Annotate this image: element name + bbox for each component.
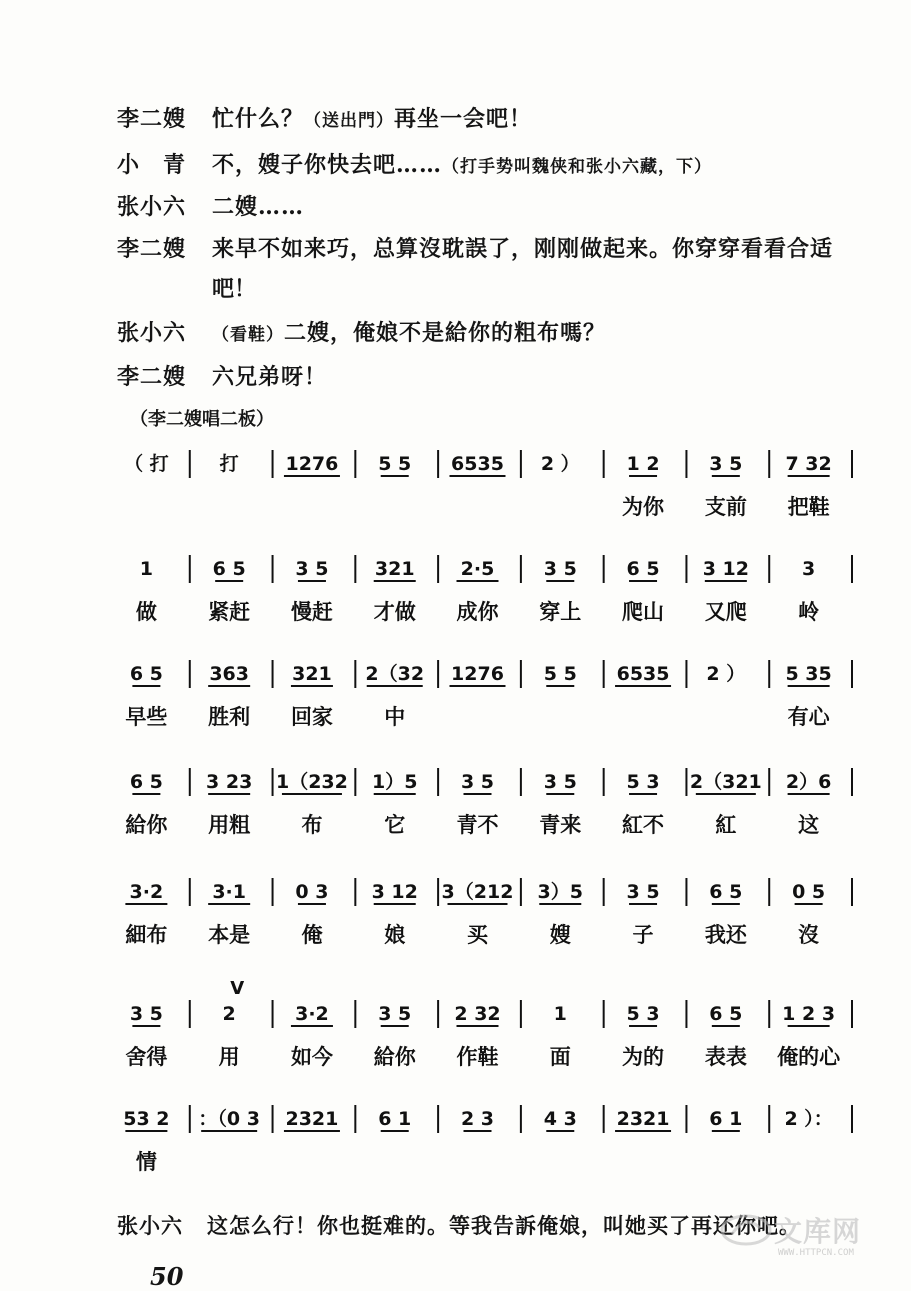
lyric: 用粗 <box>208 813 251 837</box>
note-group: 0 3 <box>295 881 329 903</box>
note-group: 5 5 <box>543 663 577 685</box>
lyric: 早些 <box>125 705 168 729</box>
note-group: 3 12 <box>371 881 418 903</box>
lyric: 表表 <box>704 1045 747 1069</box>
note-group: 4 3 <box>543 1108 577 1130</box>
note-group: 3 5 <box>129 1003 163 1025</box>
lyric: 嫂 <box>549 923 571 947</box>
note-group: 5 35 <box>785 663 832 685</box>
note-group: 5 5 <box>378 453 412 475</box>
note-group: 3 <box>801 558 816 580</box>
lyric: 支前 <box>704 495 747 519</box>
watermark-url: WWW.HTTPCN.COM <box>778 1248 854 1258</box>
lyric: 买 <box>467 923 488 947</box>
lyric: 做 <box>135 600 157 624</box>
note-group: 1 <box>139 558 154 580</box>
note-group: 2（32 <box>365 663 425 685</box>
note-group: 3 5 <box>709 453 743 475</box>
dialogue-text: 六兄弟呀！ <box>212 364 328 390</box>
lyric: 面 <box>549 1045 571 1069</box>
note-group: 6 5 <box>709 881 743 903</box>
lyric: 把鞋 <box>787 495 830 519</box>
lyric: 沒 <box>798 923 820 947</box>
lyric: 布 <box>301 813 323 837</box>
note-group: 321 <box>374 558 415 580</box>
lyric: 青来 <box>539 813 582 837</box>
note-group: 2（321 <box>689 771 762 793</box>
dialogue-text: 二嫂，俺娘不是給你的粗布嗎？ <box>284 320 607 346</box>
note-group: 6 1 <box>709 1108 743 1130</box>
note-group: 3 12 <box>702 558 749 580</box>
lyric: 情 <box>135 1150 157 1174</box>
note-group: 1 2 3 <box>782 1003 836 1025</box>
note-group: 2 <box>222 1003 236 1025</box>
lyric: 俺 <box>301 923 323 947</box>
lyric: 为你 <box>622 495 665 519</box>
note-group: 0 5 <box>792 881 826 903</box>
lyric: 慢赶 <box>290 600 333 624</box>
note-group: 3）5 <box>537 881 584 903</box>
lyric: 青不 <box>456 813 499 837</box>
note-group: 1 <box>553 1003 567 1025</box>
lyric: 如今 <box>290 1045 333 1069</box>
dialogue-text: 来早不如来巧，总算沒耽誤了，刚刚做起来。你穿穿看看合适 <box>212 236 834 262</box>
note-group: 1）5 <box>371 771 418 793</box>
note-group: 3 5 <box>543 771 577 793</box>
lyric: 作鞋 <box>456 1045 499 1069</box>
speaker-name: 李二嫂 <box>117 106 187 132</box>
note-group: 2 ）： <box>784 1108 833 1130</box>
note-group: 53 2 <box>123 1108 170 1130</box>
lyric: 紅 <box>715 813 737 837</box>
watermark-logo-icon <box>718 1210 774 1250</box>
note-group: 2321 <box>616 1108 670 1130</box>
lyric: 舍得 <box>125 1045 168 1069</box>
note-group: 363 <box>209 663 250 685</box>
song-caption: （李二嫂唱二板） <box>130 409 274 430</box>
lyric: 胜利 <box>208 705 251 729</box>
lyric: 回家 <box>290 705 333 729</box>
lyric: 本是 <box>208 923 251 947</box>
note-group: 打 <box>219 453 239 475</box>
note-group: 2·5 <box>460 558 495 580</box>
lyric: 給你 <box>125 813 168 837</box>
note-group: 2321 <box>285 1108 339 1130</box>
dialogue-text: 再坐一会吧！ <box>394 106 533 132</box>
stage-direction: （看鞋） <box>212 325 284 345</box>
note-group: 5 3 <box>626 771 660 793</box>
lyric: 細布 <box>125 923 168 947</box>
lyric: 子 <box>632 923 654 947</box>
lyric: 用 <box>218 1045 240 1069</box>
speaker-name: 李二嫂 <box>117 364 187 390</box>
lyric: 为的 <box>622 1045 665 1069</box>
note-group: 321 <box>292 663 332 685</box>
lyric: 我还 <box>704 923 747 947</box>
stage-direction: （打手势叫魏侠和张小六藏，下） <box>442 157 713 177</box>
closing-line <box>117 1210 801 1240</box>
note-group: 2 32 <box>454 1003 501 1025</box>
dialogue-text: 不，嫂子你快去吧…… <box>212 152 443 178</box>
note-group: 3 23 <box>206 771 253 793</box>
lyric: 娘 <box>384 923 406 947</box>
note-group: 3·2 <box>129 881 164 903</box>
note-group: 6 1 <box>378 1108 412 1130</box>
note-group: 3（212 <box>441 881 514 903</box>
note-group: 1（232 <box>275 771 348 793</box>
note-group: 6535 <box>616 663 670 685</box>
speaker-name: 张小六 <box>117 1213 183 1238</box>
note-group: 1276 <box>285 453 339 475</box>
dialogue-text: 忙什么？ <box>212 106 305 132</box>
note-group: 2 3 <box>460 1108 495 1130</box>
note-group: 3 5 <box>543 558 577 580</box>
lyric: 岭 <box>798 600 820 624</box>
page-number: 50 <box>150 1262 184 1291</box>
lyric: 有心 <box>787 705 830 729</box>
note-group: 6535 <box>451 453 504 475</box>
note-group: 6 5 <box>129 663 163 685</box>
dialogue-text: 这怎么行！你也挺难的。等我告訴俺娘，叫她买了再还你吧。 <box>207 1213 801 1238</box>
note-group: 1 2 <box>626 453 660 475</box>
speaker-name: 张小六 <box>117 194 187 220</box>
note-group: 3 5 <box>460 771 495 793</box>
note-group: 3 5 <box>378 1003 412 1025</box>
lyric: 紧赶 <box>208 600 251 624</box>
lyric: 又爬 <box>704 600 747 624</box>
note-group: 2 ） <box>540 453 580 475</box>
dialogue-text: 二嫂…… <box>212 194 305 220</box>
note-group: 6 5 <box>709 1003 743 1025</box>
stage-direction: （送出門） <box>304 111 395 131</box>
note-group: 2）6 <box>785 771 832 793</box>
lyric: 才做 <box>373 600 416 624</box>
note-group: 3·1 <box>212 881 247 903</box>
lyric: 中 <box>384 705 406 729</box>
watermark-text: 文库网 <box>774 1215 862 1248</box>
lyric: 俺的心 <box>777 1045 841 1069</box>
lyric: 紅不 <box>622 813 665 837</box>
speaker-name: 张小六 <box>117 320 187 346</box>
note-group: ：（0 3 <box>198 1108 260 1130</box>
note-group: 3 5 <box>295 558 329 580</box>
note-group: 7 32 <box>785 453 832 475</box>
note-group: 5 3 <box>626 1003 660 1025</box>
speaker-name: 李二嫂 <box>117 236 187 262</box>
note-group: （ 打 <box>124 453 169 475</box>
note-group: 1276 <box>451 663 504 685</box>
lyric: 穿上 <box>539 600 582 624</box>
note-group: 6 5 <box>212 558 246 580</box>
lyric: 給你 <box>373 1045 416 1069</box>
note-group: 6 5 <box>129 771 163 793</box>
speaker-name: 小 青 <box>117 152 187 178</box>
lyric: 成你 <box>456 600 499 624</box>
note-group: 3 5 <box>626 881 660 903</box>
watermark <box>718 1208 898 1268</box>
breath-mark: V <box>230 978 245 999</box>
note-group: 6 5 <box>626 558 660 580</box>
lyric: 这 <box>798 813 820 837</box>
note-group: 3·2 <box>295 1003 329 1025</box>
note-group: 2 ） <box>706 663 746 685</box>
lyric: 爬山 <box>622 600 665 624</box>
lyric: 它 <box>384 813 406 837</box>
dialogue-continuation: 吧！ <box>212 276 257 302</box>
